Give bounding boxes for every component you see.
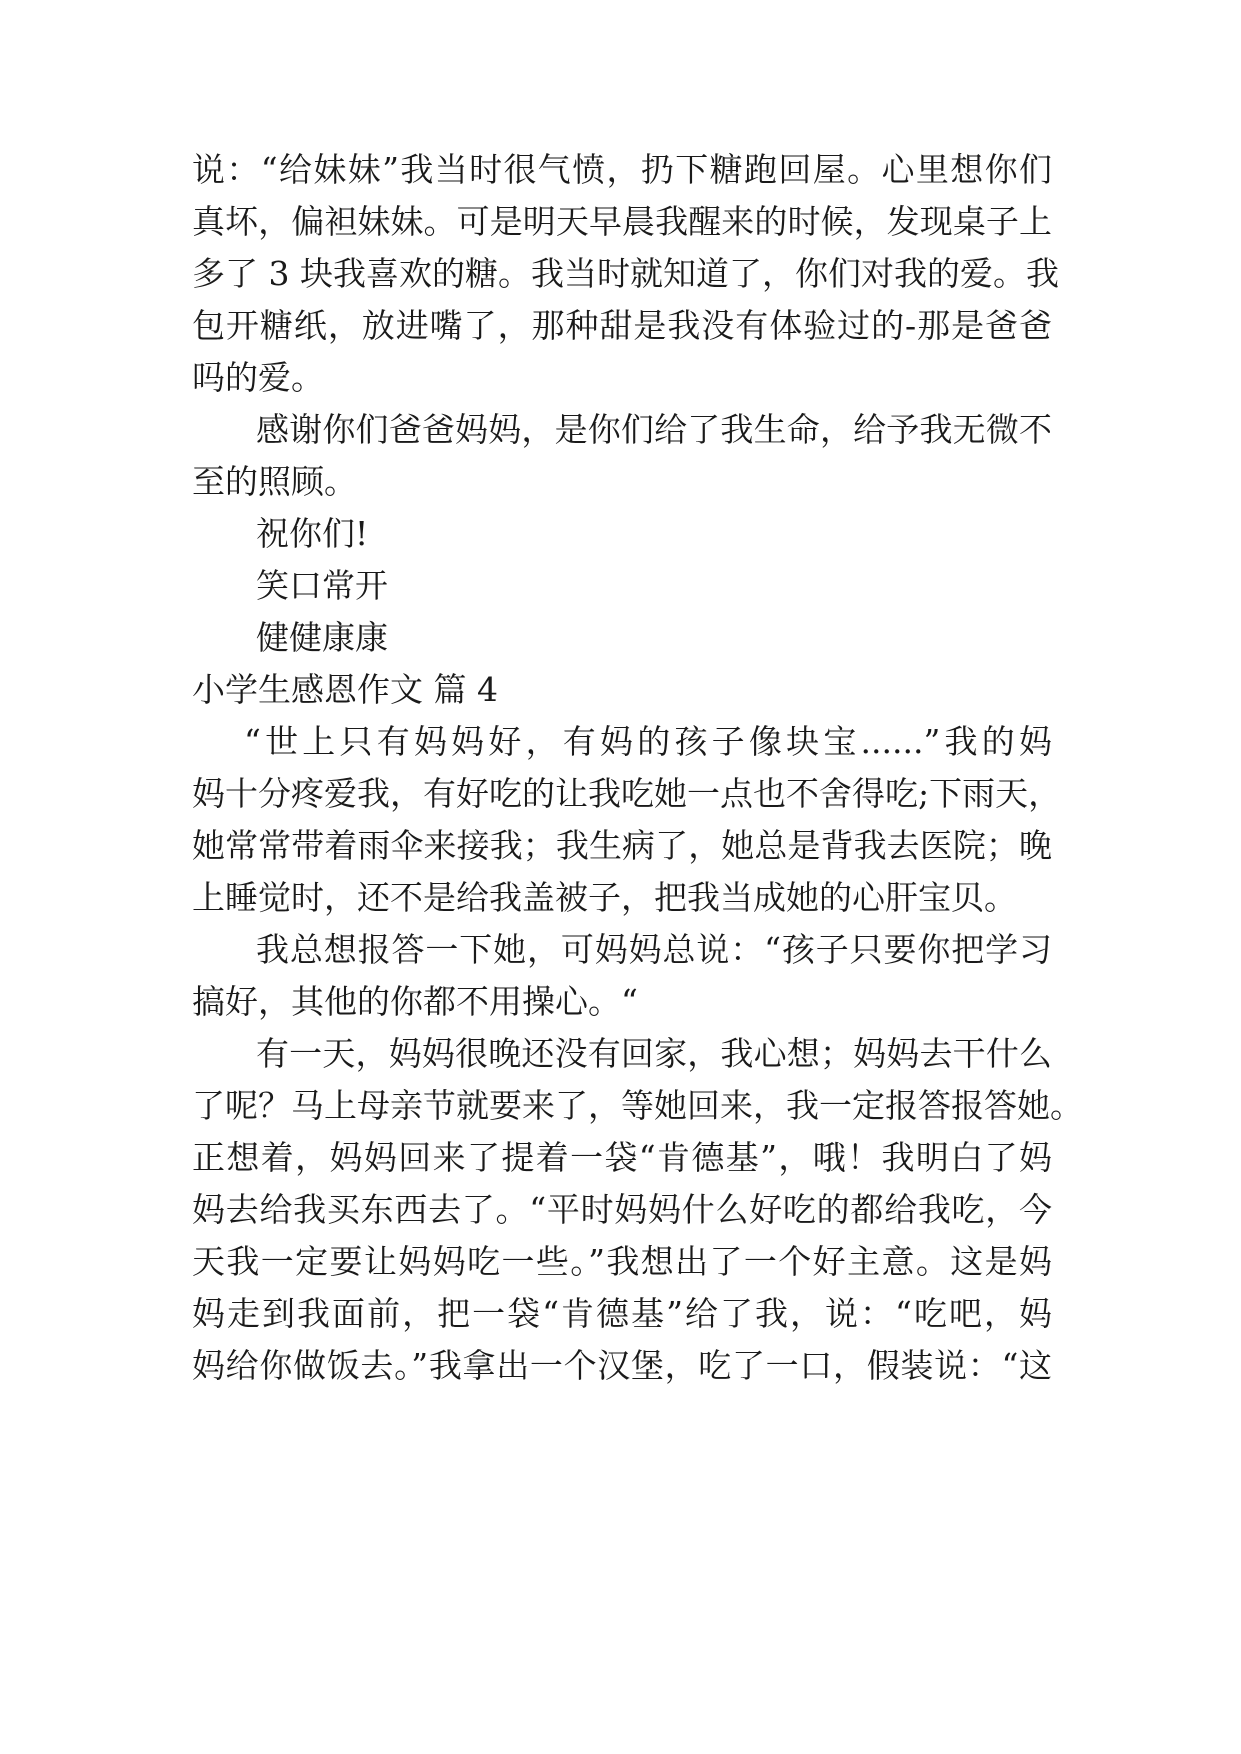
text-line: 包开糖纸，放进嘴了，那种甜是我没有体验过的-那是爸爸 — [192, 306, 1052, 345]
text-line: 至的照顾。 — [192, 462, 357, 501]
text-line: 感谢你们爸爸妈妈，是你们给了我生命，给予我无微不 — [256, 410, 1052, 449]
text-line: 妈十分疼爱我，有好吃的让我吃她一点也不舍得吃;下雨天， — [192, 774, 1062, 813]
text-line: 正想着，妈妈回来了提着一袋“肯德基”，哦！我明白了妈 — [192, 1138, 1052, 1177]
text-line: “世上只有妈妈好，有妈的孩子像块宝......”我的妈 — [244, 722, 1052, 761]
text-line: 妈走到我面前，把一袋“肯德基”给了我，说：“吃吧，妈 — [192, 1294, 1052, 1333]
text-line: 说：“给妹妹”我当时很气愤，扔下糖跑回屋。心里想你们 — [192, 150, 1052, 189]
text-line: 上睡觉时，还不是给我盖被子，把我当成她的心肝宝贝。 — [192, 878, 1017, 917]
section-heading: 小学生感恩作文 篇 4 — [192, 670, 498, 709]
text-line: 了呢？马上母亲节就要来了，等她回来，我一定报答报答她。 — [192, 1086, 1083, 1125]
text-line: 健健康康 — [256, 618, 388, 657]
text-line: 多了 3 块我喜欢的糖。我当时就知道了，你们对我的爱。我 — [192, 254, 1059, 293]
text-line: 笑口常开 — [256, 566, 388, 605]
text-line: 真坏，偏袒妹妹。可是明天早晨我醒来的时候，发现桌子上 — [192, 202, 1052, 241]
text-line: 天我一定要让妈妈吃一些。”我想出了一个好主意。这是妈 — [192, 1242, 1052, 1281]
text-line: 祝你们! — [256, 514, 369, 553]
text-line: 搞好，其他的你都不用操心。“ — [192, 982, 638, 1021]
text-line: 我总想报答一下她，可妈妈总说：“孩子只要你把学习 — [256, 930, 1052, 969]
text-line: 妈给你做饭去。”我拿出一个汉堡，吃了一口，假装说：“这 — [192, 1346, 1052, 1385]
text-line: 妈去给我买东西去了。“平时妈妈什么好吃的都给我吃，今 — [192, 1190, 1052, 1229]
text-line: 吗的爱。 — [192, 358, 324, 397]
text-line: 她常常带着雨伞来接我；我生病了，她总是背我去医院；晚 — [192, 826, 1052, 865]
text-line: 有一天，妈妈很晚还没有回家，我心想；妈妈去干什么 — [256, 1034, 1052, 1073]
